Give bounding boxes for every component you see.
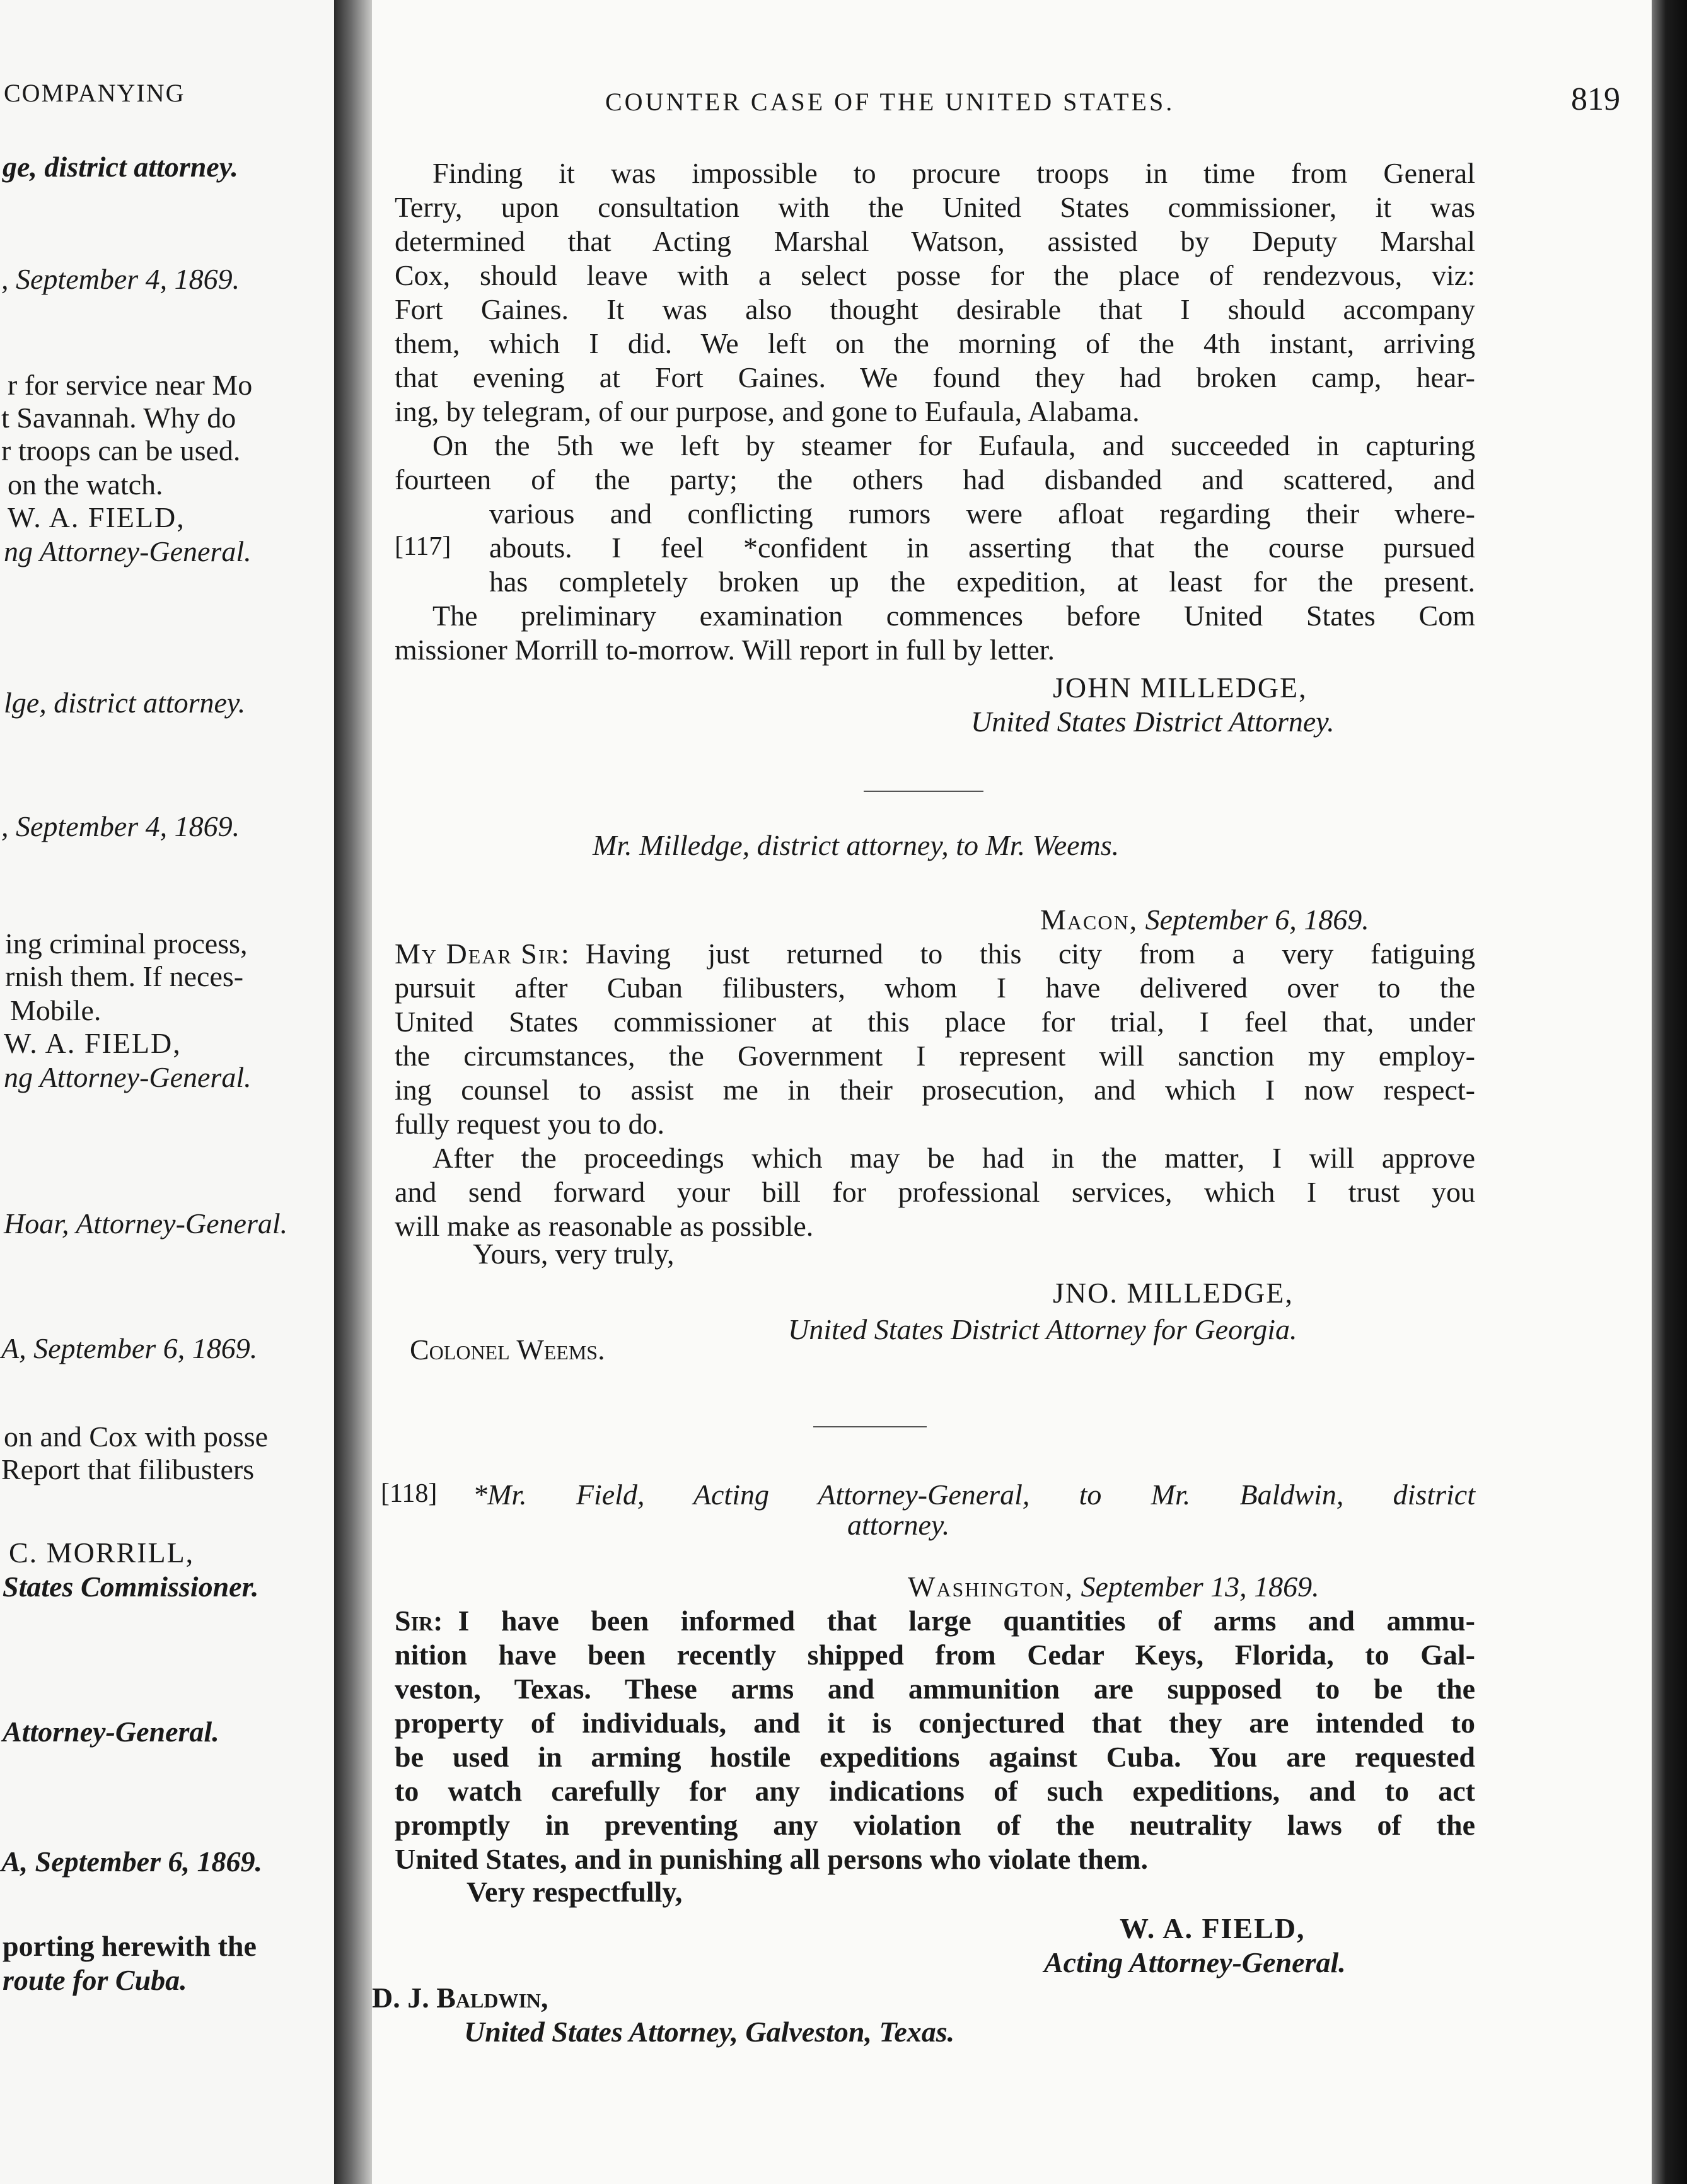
left-text-fragment: A, September 6, 1869. [1,1332,258,1364]
dateline [908,1572,1319,1601]
body-line: United States, and in punishing all persons who violate them. [395,1843,1148,1875]
left-text-fragment: ing criminal process, [5,927,248,960]
left-text-fragment: A, September 6, 1869. [1,1845,262,1878]
body-line: fully request you to do. [395,1108,664,1140]
left-signature-name: W. A. FIELD, [4,1027,182,1059]
addressee: Colonel Weems. [410,1333,605,1366]
body-line-with-salutation [395,1606,1475,1635]
body-line: has completely broken up the expedition, at least for the present. [489,566,1475,598]
body-line: Having just returned to this city from a very fatiguing [585,938,1475,970]
addressee-title: United States Attorney, Galveston, Texas. [464,2016,955,2048]
left-text-fragment: Report that filibusters [1,1453,255,1485]
section-divider [813,1426,927,1427]
body-line: Cox, should leave with a select posse for the place of rendezvous, viz: [395,259,1475,291]
left-signature-title: ng Attorney-General. [4,535,252,567]
left-signature-title: States Commissioner. [3,1571,259,1603]
closing: Very respectfully, [467,1876,683,1908]
left-signature-name: W. A. FIELD, [8,501,185,533]
dateline-date: September 6, 1869. [1145,903,1369,936]
dateline-place: Macon, [1040,903,1139,936]
left-text-fragment: t Savannah. Why do [1,402,236,434]
left-signature-name: C. MORRILL, [9,1536,195,1569]
body-line: promptly in preventing any violation of the neutrality laws of the [395,1809,1475,1841]
body-line: determined that Acting Marshal Watson, assisted by Deputy Marshal [395,225,1475,257]
body-line: The preliminary examination commences before United States Com [432,600,1475,632]
left-text-fragment: r troops can be used. [1,434,241,467]
letter-heading: attorney. [847,1509,950,1541]
signature-name: JOHN MILLEDGE, [1053,671,1307,704]
page-marker: [118] [381,1479,438,1508]
left-text-fragment: rnish them. If neces- [5,960,244,992]
signature-name: JNO. MILLEDGE, [1053,1277,1294,1309]
left-text-fragment: Hoar, Attorney-General. [4,1207,288,1240]
signature-title: United States District Attorney for Georgia. [788,1313,1297,1345]
left-running-title: COMPANYING [4,79,185,107]
right-page [372,0,1652,2184]
body-line: veston, Texas. These arms and ammunition are supposed to be the [395,1673,1475,1705]
body-line: and send forward your bill for professional services, which I trust you [395,1176,1475,1208]
body-line: missioner Morrill to-morrow. Will report in full by letter. [395,634,1055,666]
salutation: My Dear Sir: [395,938,571,970]
body-line: After the proceedings which may be had in the matter, I will approve [432,1142,1475,1174]
body-line: the circumstances, the Government I represent will sanction my employ- [395,1040,1475,1072]
left-text-fragment: lge, district attorney. [4,687,246,719]
signature-title: United States District Attorney. [971,706,1335,738]
left-text-fragment: route for Cuba. [3,1964,187,1996]
body-line: Fort Gaines. It was also thought desirable that I should accompany [395,293,1475,325]
page-marker: [117] [395,532,451,561]
body-line: to watch carefully for any indications of such expeditions, and to act [395,1775,1475,1807]
body-line: ing, by telegram, of our purpose, and gone to Eufaula, Alabama. [395,395,1140,427]
body-line: be used in arming hostile expeditions against Cuba. You are requested [395,1741,1475,1773]
body-line: On the 5th we left by steamer for Eufaula, and succeeded in capturing [432,429,1475,462]
signature-name: W. A. FIELD, [1120,1912,1306,1944]
body-line: pursuit after Cuban filibusters, whom I have delivered over to the [395,972,1475,1004]
body-line: that evening at Fort Gaines. We found they had broken camp, hear- [395,361,1475,393]
letter-heading: *Mr. Field, Acting Attorney-General, to Mr. Baldwin, district [473,1478,1475,1511]
left-signature-title: ng Attorney-General. [4,1061,252,1093]
body-line: property of individuals, and it is conjectured that they are intended to [395,1707,1475,1739]
book-gutter [334,0,372,2184]
body-line: fourteen of the party; the others had disbanded and scattered, and [395,463,1475,496]
closing: Yours, very truly, [473,1238,675,1270]
left-text-fragment: porting herewith the [3,1930,257,1962]
left-text-fragment: , September 4, 1869. [1,263,240,295]
left-text-fragment: Mobile. [10,994,101,1026]
left-page-fragment [0,0,334,2184]
body-line: United States commissioner at this place for trial, I feel that, under [395,1006,1475,1038]
running-title: COUNTER CASE OF THE UNITED STATES. [605,88,1175,116]
body-line: nition have been recently shipped from Cedar Keys, Florida, to Gal- [395,1639,1475,1671]
section-divider [864,791,983,792]
letter-heading: Mr. Milledge, district attorney, to Mr. Weems. [593,829,1120,861]
book-edge [1652,0,1687,2184]
left-text-fragment: , September 4, 1869. [1,810,240,842]
left-text-fragment: r for service near Mo [8,369,253,401]
page-number: 819 [1571,81,1620,117]
salutation: Sir: [395,1605,443,1637]
addressee-name: D. J. Baldwin, [372,1982,548,2014]
left-text-fragment: on and Cox with posse [4,1420,269,1453]
body-line: them, which I did. We left on the morning of the 4th instant, arriving [395,327,1475,359]
left-text-fragment: Attorney-General. [3,1716,219,1748]
body-line: will make as reasonable as possible. [395,1210,814,1242]
body-line: I have been informed that large quantities of arms and ammu- [458,1605,1475,1637]
body-line: abouts. I feel *confident in asserting that the course pursued [489,531,1475,564]
left-text-fragment: on the watch. [8,468,163,501]
dateline-place: Washington, [908,1571,1074,1603]
body-line: Terry, upon consultation with the United States commissioner, it was [395,191,1475,223]
body-line: Finding it was impossible to procure troops in time from General [432,157,1475,189]
left-text-fragment: ge, district attorney. [3,151,238,183]
dateline-date: September 13, 1869. [1081,1571,1319,1603]
dateline [1040,905,1369,934]
body-line: various and conflicting rumors were afloat regarding their where- [489,497,1475,530]
body-line: ing counsel to assist me in their prosecution, and which I now respect- [395,1074,1475,1106]
signature-title: Acting Attorney-General. [1044,1946,1346,1978]
body-line-with-salutation [395,939,1475,968]
